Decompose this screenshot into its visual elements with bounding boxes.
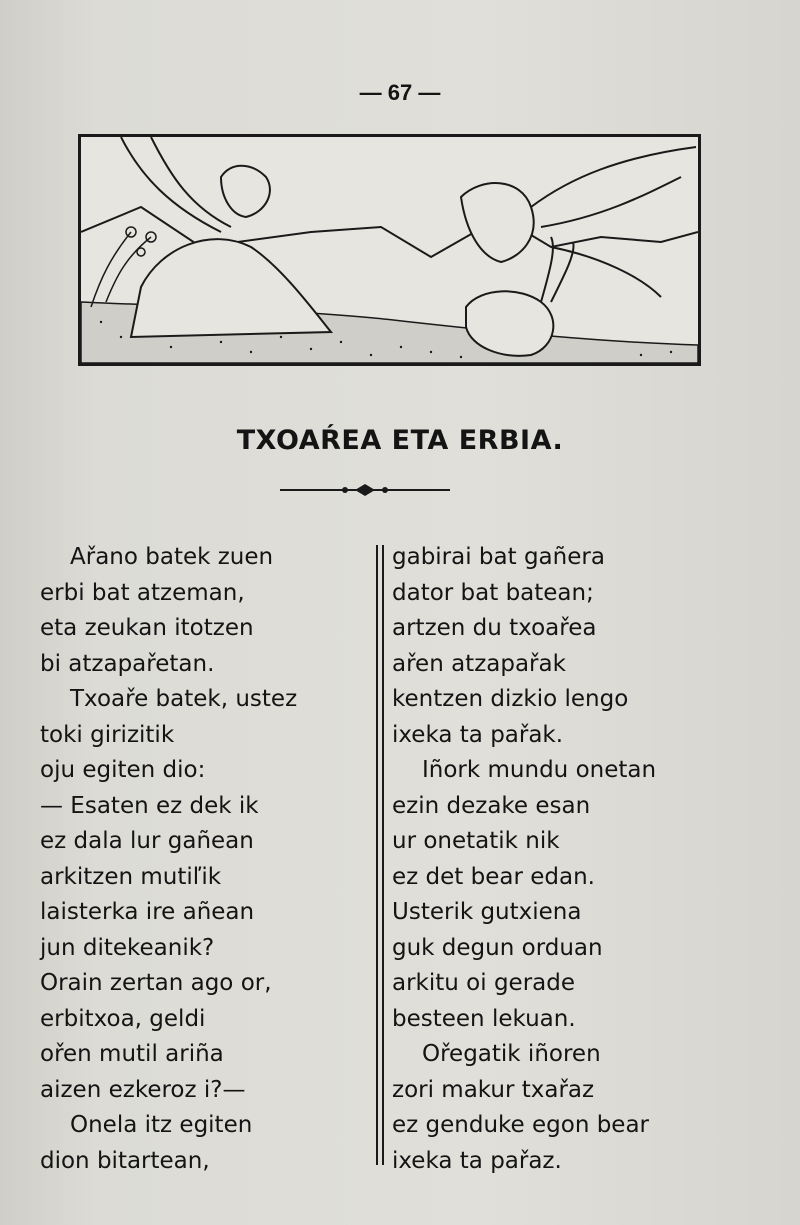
poem-line: ez det bear edan. bbox=[392, 863, 595, 890]
poem-line: ixeka ta pařaz. bbox=[392, 1147, 562, 1174]
poem-line: oju egiten dio: bbox=[40, 757, 206, 783]
fable-illustration-icon bbox=[81, 137, 698, 363]
tree-trunk bbox=[121, 137, 221, 232]
poem-line: zori makur txařaz bbox=[392, 1076, 595, 1103]
poem-line: erbitxoa, geldi bbox=[40, 1005, 206, 1032]
rock-shape bbox=[131, 239, 331, 337]
fable-illustration bbox=[78, 134, 701, 366]
poem-line: arkitzen mutiľik bbox=[40, 863, 222, 890]
poem-line: laisterka ire añean bbox=[40, 899, 255, 925]
poem-line: arkitu oi gerade bbox=[392, 970, 575, 996]
ornament-divider-icon bbox=[280, 484, 450, 496]
poem-line: toki girizitik bbox=[40, 721, 175, 748]
poem-line: jun ditekeanik? bbox=[40, 934, 215, 961]
poem-line: besteen lekuan. bbox=[392, 1005, 576, 1032]
poem-title: TXOAŔEA ETA ERBIA. bbox=[236, 425, 564, 456]
column-divider bbox=[374, 545, 386, 1165]
eagle-wing bbox=[531, 147, 696, 297]
sparrow-icon bbox=[221, 166, 270, 217]
poem-line: ořen mutil ariña bbox=[40, 1041, 224, 1067]
eagle-icon bbox=[461, 183, 534, 262]
left-column bbox=[40, 540, 370, 1179]
poem-line: Usterik gutxiena bbox=[392, 899, 582, 925]
poem-line: guk degun orduan bbox=[392, 934, 603, 961]
poem-line: bi atzapařetan. bbox=[40, 650, 215, 677]
poem-line: Ařano batek zuen bbox=[70, 544, 274, 570]
poem-line: gabirai bat gañera bbox=[392, 544, 605, 570]
poem-line: ixeka ta pařak. bbox=[392, 721, 564, 748]
poem-line: ařen atzapařak bbox=[392, 650, 566, 677]
poem-line: ezin dezake esan bbox=[392, 792, 591, 819]
poem-line: kentzen dizkio lengo bbox=[392, 686, 629, 712]
poem-line: ez dala lur gañean bbox=[40, 828, 254, 854]
poem-line: dator bat batean; bbox=[392, 579, 594, 606]
poem-line: Onela itz egiten bbox=[70, 1112, 253, 1138]
poem-line: Iñork mundu onetan bbox=[422, 757, 657, 783]
poem-line: Txoaře batek, ustez bbox=[70, 686, 298, 712]
mountain-line bbox=[81, 207, 698, 257]
right-column bbox=[392, 540, 712, 1179]
poem-line: Orain zertan ago or, bbox=[40, 970, 272, 996]
tree-trunk-2 bbox=[151, 137, 231, 227]
poem-line: ur onetatik nik bbox=[392, 828, 560, 854]
poem-line: eta zeukan itotzen bbox=[40, 615, 254, 641]
poem-line: — Esaten ez dek ik bbox=[40, 792, 259, 819]
page-number: — 67 — bbox=[359, 80, 441, 105]
poem-line: Ořegatik iñoren bbox=[422, 1041, 601, 1067]
poem-line: artzen du txoařea bbox=[392, 615, 597, 641]
poem-line: dion bitartean, bbox=[40, 1147, 210, 1174]
poem-line: erbi bat atzeman, bbox=[40, 579, 245, 606]
poem-line: aizen ezkeroz i?— bbox=[40, 1076, 246, 1103]
poem-line: ez genduke egon bear bbox=[392, 1112, 650, 1138]
